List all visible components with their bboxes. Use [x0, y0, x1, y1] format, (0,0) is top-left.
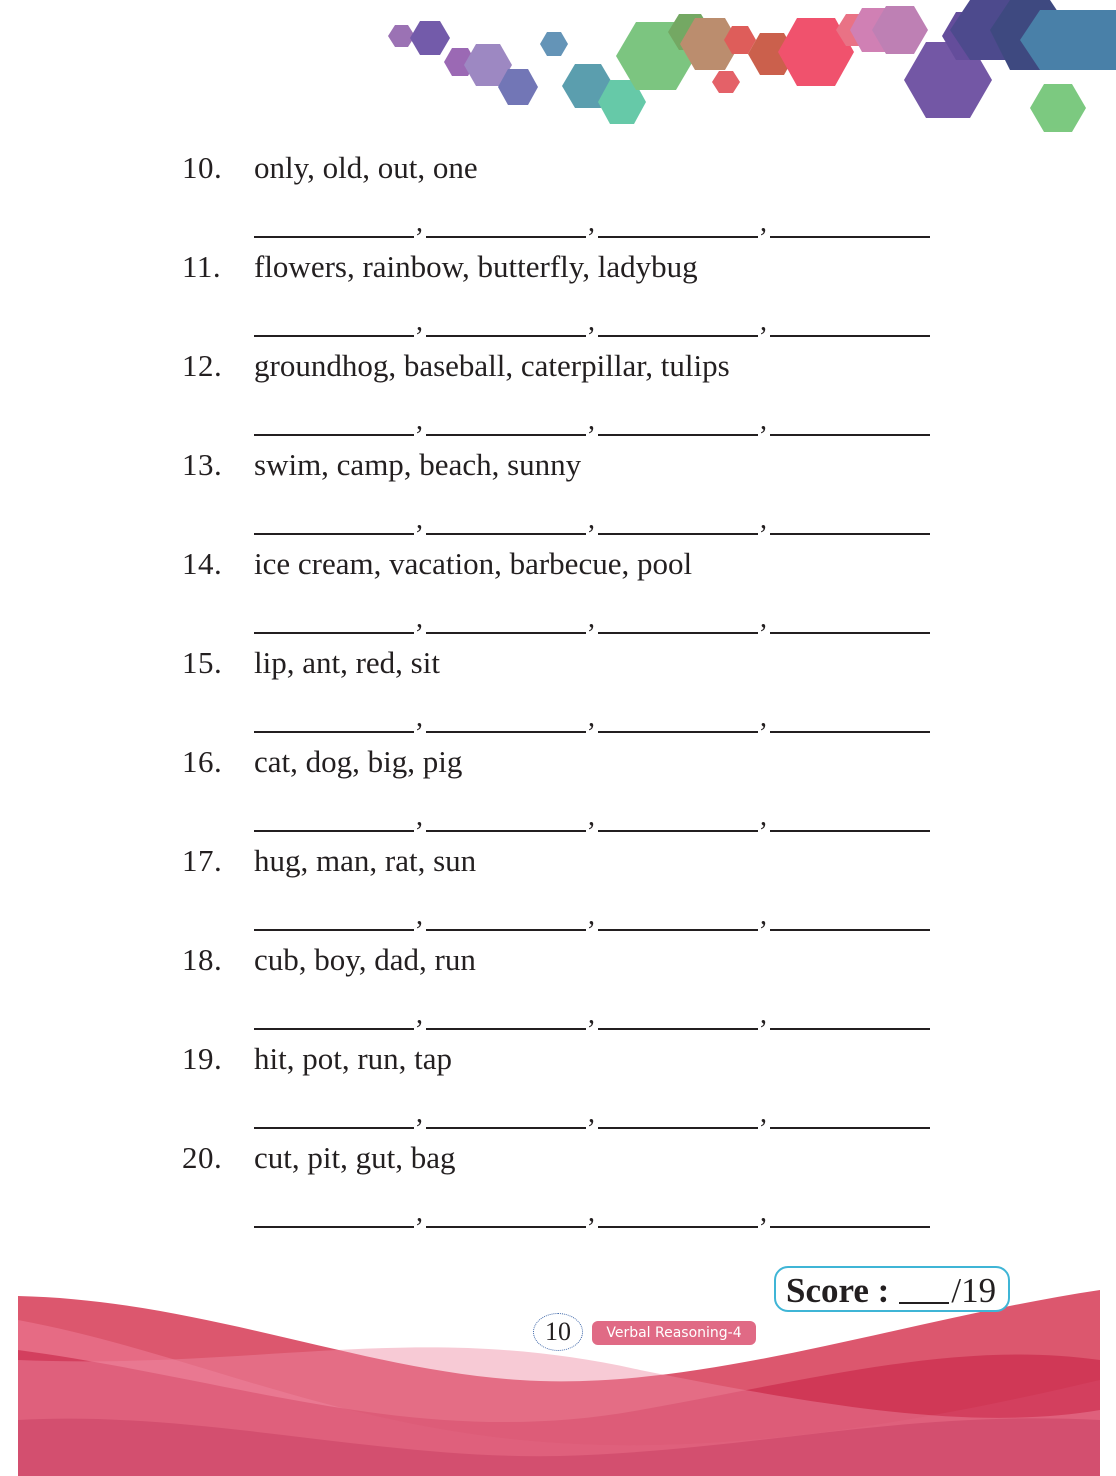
- answer-separator: ,: [416, 504, 423, 535]
- answer-blank[interactable]: [598, 998, 758, 1030]
- answer-line[interactable]: [254, 602, 934, 632]
- answer-blank[interactable]: [770, 503, 930, 535]
- answer-separator: ,: [760, 999, 767, 1030]
- answer-blank[interactable]: [770, 998, 930, 1030]
- question-number: 18.: [182, 942, 223, 977]
- answer-blank[interactable]: [426, 404, 586, 436]
- question-words: hit, pot, run, tap: [254, 1041, 453, 1076]
- answer-blank[interactable]: [598, 800, 758, 832]
- question-words: cut, pit, gut, bag: [254, 1140, 456, 1175]
- question-number: 15.: [182, 645, 223, 680]
- question-number: 13.: [182, 447, 223, 482]
- answer-separator: ,: [416, 405, 423, 436]
- question-words: ice cream, vacation, barbecue, pool: [254, 546, 693, 581]
- question-number: 11.: [182, 249, 222, 284]
- answer-line[interactable]: [254, 206, 934, 236]
- answer-separator: ,: [588, 504, 595, 535]
- answer-separator: ,: [416, 801, 423, 832]
- answer-blank[interactable]: [770, 1097, 930, 1129]
- answer-blank[interactable]: [770, 206, 930, 238]
- question-words: cub, boy, dad, run: [254, 942, 476, 977]
- answer-line[interactable]: [254, 998, 934, 1028]
- answer-blank[interactable]: [770, 602, 930, 634]
- answer-blank[interactable]: [598, 899, 758, 931]
- answer-separator: ,: [760, 801, 767, 832]
- answer-blank[interactable]: [598, 305, 758, 337]
- answer-separator: ,: [588, 999, 595, 1030]
- answer-blank[interactable]: [598, 503, 758, 535]
- answer-blank[interactable]: [426, 602, 586, 634]
- answer-blank[interactable]: [254, 998, 414, 1030]
- answer-separator: ,: [760, 207, 767, 238]
- answer-line[interactable]: [254, 899, 934, 929]
- question-words: only, old, out, one: [254, 150, 478, 185]
- question-number: 14.: [182, 546, 223, 581]
- answer-separator: ,: [588, 702, 595, 733]
- answer-blank[interactable]: [426, 1196, 586, 1228]
- question-words: hug, man, rat, sun: [254, 843, 477, 878]
- answer-separator: ,: [416, 900, 423, 931]
- answer-separator: ,: [416, 306, 423, 337]
- answer-blank[interactable]: [426, 305, 586, 337]
- answer-separator: ,: [760, 603, 767, 634]
- question-words: cat, dog, big, pig: [254, 744, 463, 779]
- answer-blank[interactable]: [426, 899, 586, 931]
- answer-separator: ,: [588, 603, 595, 634]
- hexagon-decoration: [0, 0, 1116, 150]
- answer-separator: ,: [416, 999, 423, 1030]
- answer-blank[interactable]: [254, 602, 414, 634]
- answer-line[interactable]: [254, 800, 934, 830]
- answer-separator: ,: [760, 504, 767, 535]
- answer-blank[interactable]: [770, 404, 930, 436]
- answer-separator: ,: [760, 405, 767, 436]
- answer-blank[interactable]: [598, 701, 758, 733]
- answer-blank[interactable]: [426, 701, 586, 733]
- answer-blank[interactable]: [770, 1196, 930, 1228]
- answer-blank[interactable]: [254, 1097, 414, 1129]
- answer-blank[interactable]: [254, 701, 414, 733]
- score-label: Score :: [786, 1271, 890, 1310]
- answer-line[interactable]: [254, 701, 934, 731]
- answer-blank[interactable]: [254, 206, 414, 238]
- answer-blank[interactable]: [254, 404, 414, 436]
- answer-separator: ,: [760, 1098, 767, 1129]
- question-number: 16.: [182, 744, 223, 779]
- question-number: 12.: [182, 348, 223, 383]
- answer-blank[interactable]: [770, 899, 930, 931]
- answer-line[interactable]: [254, 1196, 934, 1226]
- answer-separator: ,: [416, 1197, 423, 1228]
- answer-separator: ,: [760, 1197, 767, 1228]
- answer-separator: ,: [588, 900, 595, 931]
- question-words: lip, ant, red, sit: [254, 645, 440, 680]
- answer-separator: ,: [760, 702, 767, 733]
- answer-blank[interactable]: [598, 1097, 758, 1129]
- score-total: /19: [951, 1271, 997, 1310]
- score-box: [774, 1266, 1010, 1312]
- answer-blank[interactable]: [598, 602, 758, 634]
- answer-blank[interactable]: [598, 404, 758, 436]
- answer-separator: ,: [588, 405, 595, 436]
- answer-blank[interactable]: [426, 1097, 586, 1129]
- answer-blank[interactable]: [254, 899, 414, 931]
- answer-line[interactable]: [254, 503, 934, 533]
- answer-separator: ,: [416, 207, 423, 238]
- answer-separator: ,: [588, 306, 595, 337]
- page-number: 10: [533, 1313, 583, 1351]
- answer-separator: ,: [588, 207, 595, 238]
- answer-blank[interactable]: [426, 206, 586, 238]
- question-number: 20.: [182, 1140, 223, 1175]
- answer-blank[interactable]: [770, 305, 930, 337]
- answer-blank[interactable]: [254, 305, 414, 337]
- answer-blank[interactable]: [254, 800, 414, 832]
- answer-blank[interactable]: [426, 800, 586, 832]
- question-number: 17.: [182, 843, 223, 878]
- answer-separator: ,: [760, 306, 767, 337]
- answer-blank[interactable]: [770, 701, 930, 733]
- question-number: 19.: [182, 1041, 223, 1076]
- question-words: swim, camp, beach, sunny: [254, 447, 582, 482]
- answer-line[interactable]: [254, 1097, 934, 1127]
- answer-blank[interactable]: [598, 206, 758, 238]
- answer-separator: ,: [416, 1098, 423, 1129]
- question-words: groundhog, baseball, caterpillar, tulips: [254, 348, 730, 383]
- answer-separator: ,: [760, 900, 767, 931]
- answer-blank[interactable]: [426, 503, 586, 535]
- score-blank[interactable]: [899, 1272, 949, 1304]
- answer-blank[interactable]: [770, 800, 930, 832]
- book-title-tag: Verbal Reasoning-4: [592, 1321, 756, 1345]
- answer-blank[interactable]: [254, 503, 414, 535]
- answer-line[interactable]: [254, 305, 934, 335]
- answer-blank[interactable]: [426, 998, 586, 1030]
- question-words: flowers, rainbow, butterfly, ladybug: [254, 249, 698, 284]
- answer-line[interactable]: [254, 404, 934, 434]
- answer-separator: ,: [588, 801, 595, 832]
- question-number: 10.: [182, 150, 223, 185]
- answer-separator: ,: [416, 702, 423, 733]
- answer-blank[interactable]: [598, 1196, 758, 1228]
- answer-blank[interactable]: [254, 1196, 414, 1228]
- answer-separator: ,: [416, 603, 423, 634]
- answer-separator: ,: [588, 1197, 595, 1228]
- answer-separator: ,: [588, 1098, 595, 1129]
